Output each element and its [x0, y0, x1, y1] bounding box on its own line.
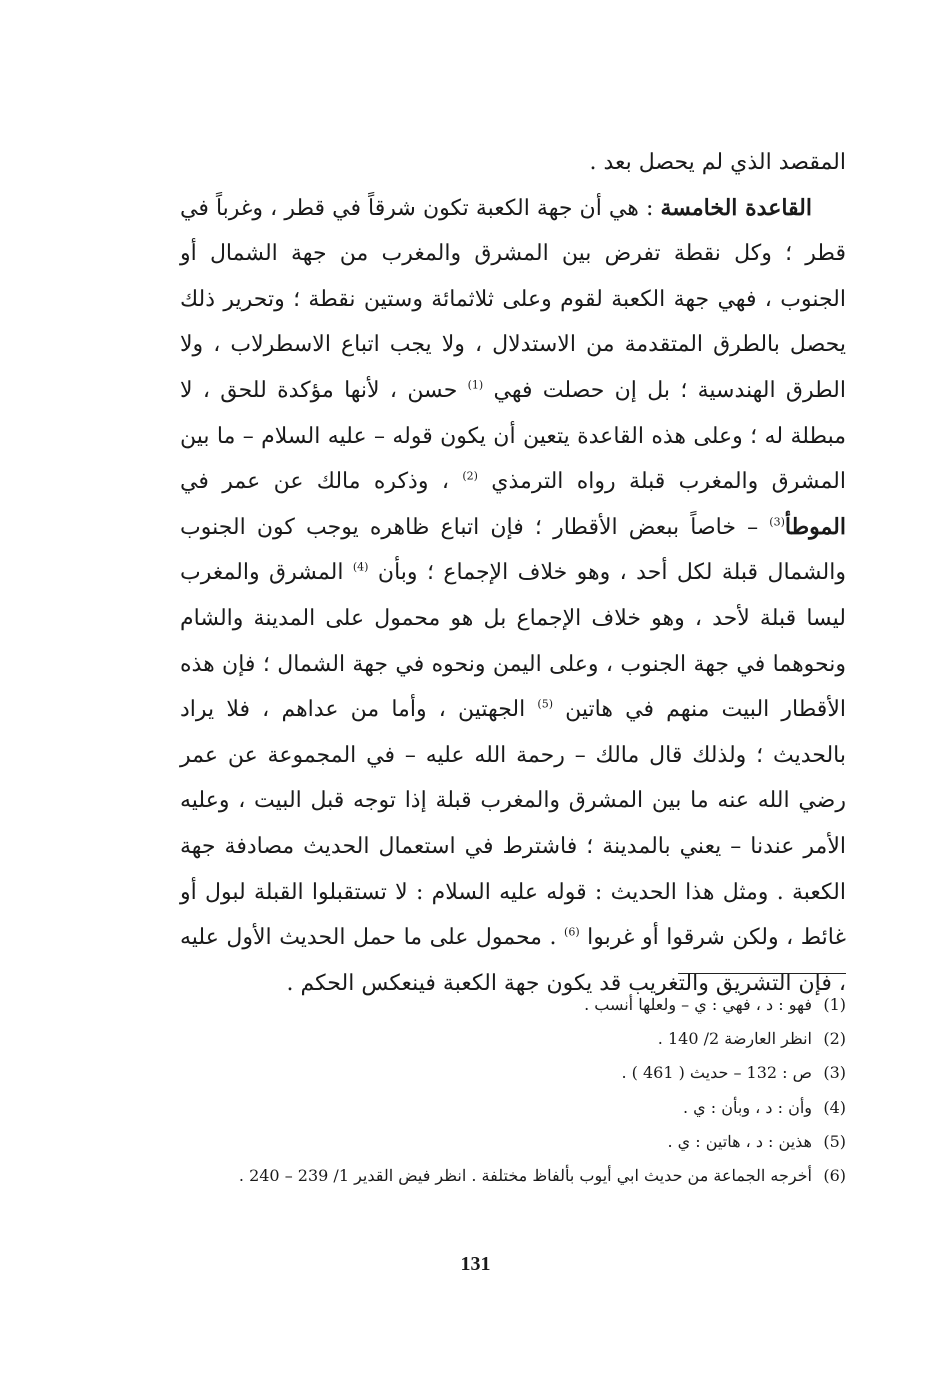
footnote-text: وأن : د ، وبأن : ي .	[682, 1097, 812, 1117]
footnote-text: انظر العارضة 2/ 140 .	[657, 1029, 812, 1049]
footnote-item	[180, 988, 846, 1022]
footnote-ref: (5)	[537, 697, 553, 711]
footnote-number: (6)	[823, 1166, 846, 1186]
main-text	[180, 140, 846, 1006]
footnotes	[180, 988, 846, 1193]
footnote-item	[180, 1091, 846, 1125]
footnote-ref: (3)	[769, 515, 785, 529]
footnote-text: أخرجه الجماعة من حديث ابي أيوب بألفاظ مختلفة . انظر فيض القدير 1/ 239 – 240 .	[238, 1166, 812, 1186]
footnote-number: (1)	[823, 995, 846, 1014]
page-number: 131	[460, 1253, 491, 1275]
footnote-ref: (1)	[467, 378, 484, 392]
footnote-number: (5)	[823, 1131, 846, 1151]
footnote-text: ص : 132 – حديث ( 461 ) .	[621, 1063, 812, 1083]
text-run: ، وذكره مالك عن عمر في	[180, 469, 463, 495]
paragraph-1: المقصد الذي لم يحصل بعد .	[589, 150, 846, 175]
footnote-number: (2)	[823, 1029, 846, 1049]
footnote-number: (4)	[823, 1097, 846, 1117]
text-run: – خاصاً ببعض الأقطار ؛ فإن اتباع ظاهره يوجب كون الجنوب والشمال قبلة لكل أحد ، وهو خلاف الإجماع ؛ وبأن	[180, 514, 846, 586]
book-title: الموطأ	[784, 513, 846, 540]
text-run: المشرق والمغرب ليسا قبلة لأحد ، وهو خلاف الإجماع بل هو محمول على المدينة والشام ونحوهما في جهة الجنوب ، وعلى اليمن ونحوه في جهة الشمال ؛ فإن هذه الأقطار البيت منهم في هاتين	[180, 560, 846, 723]
footnote-ref: (4)	[352, 561, 369, 575]
footnote-ref: (2)	[462, 469, 478, 483]
paragraph-2	[180, 186, 846, 1007]
text-run: . محمول على ما حمل الحديث الأول عليه ، فإن التشريق والتغريب قد يكون جهة الكعبة فينعكس الحكم .	[180, 925, 846, 996]
footnote-item	[180, 1022, 846, 1056]
footnote-divider	[678, 973, 846, 974]
footnote-text: هذين : د ، هاتين : ي .	[667, 1131, 812, 1151]
footnote-item	[180, 1125, 846, 1159]
text-run: : هي أن جهة الكعبة تكون شرقاً في قطر ، وغرباً في قطر ؛ وكل نقطة تفرض بين المشرق والمغرب من جهة الشمال أو الجنوب ، فهي جهة الكعبة لقوم وعلى ثلاثمائة وستين نقطة ؛ وتحرير ذلك يحصل بالطرق المتقدمة من الاستدلال ، ولا يجب اتباع الاسطرلاب ، ولا الطرق الهندسية ؛ بل إن حصلت فهي	[180, 195, 846, 403]
footnote-item	[180, 1159, 846, 1193]
footnote-item	[180, 1056, 846, 1090]
footnote-number: (3)	[823, 1063, 846, 1083]
section-heading: القاعدة الخامسة	[660, 194, 812, 221]
text-run: الجهتين ، وأما من عداهم ، فلا يراد بالحديث ؛ ولذلك قال مالك – رحمة الله عليه – في المجموعة عن عمر رضي الله عنه ما بين المشرق والمغرب قبلة إذا توجه قبل البيت ، وعليه الأمر عندنا – يعني بالمدينة ؛ فاشترط في استعمال الحديث مصادفة جهة الكعبة . ومثل هذا الحديث : قوله عليه السلام : لا تستقبلوا القبلة لبول أو غائط ، ولكن شرقوا أو غربوا	[180, 697, 847, 951]
footnote-ref: (6)	[564, 925, 580, 939]
text-run: حسن ، لأنها مؤكدة للحق ، لا مبطلة له ؛ وعلى هذه القاعدة يتعين أن يكون قوله – عليه السلام – ما بين المشرق والمغرب قبلة رواه الترمذي	[180, 377, 846, 495]
footnote-text: فهو : د ، فهي : ي – ولعلها أنسب .	[584, 995, 812, 1014]
